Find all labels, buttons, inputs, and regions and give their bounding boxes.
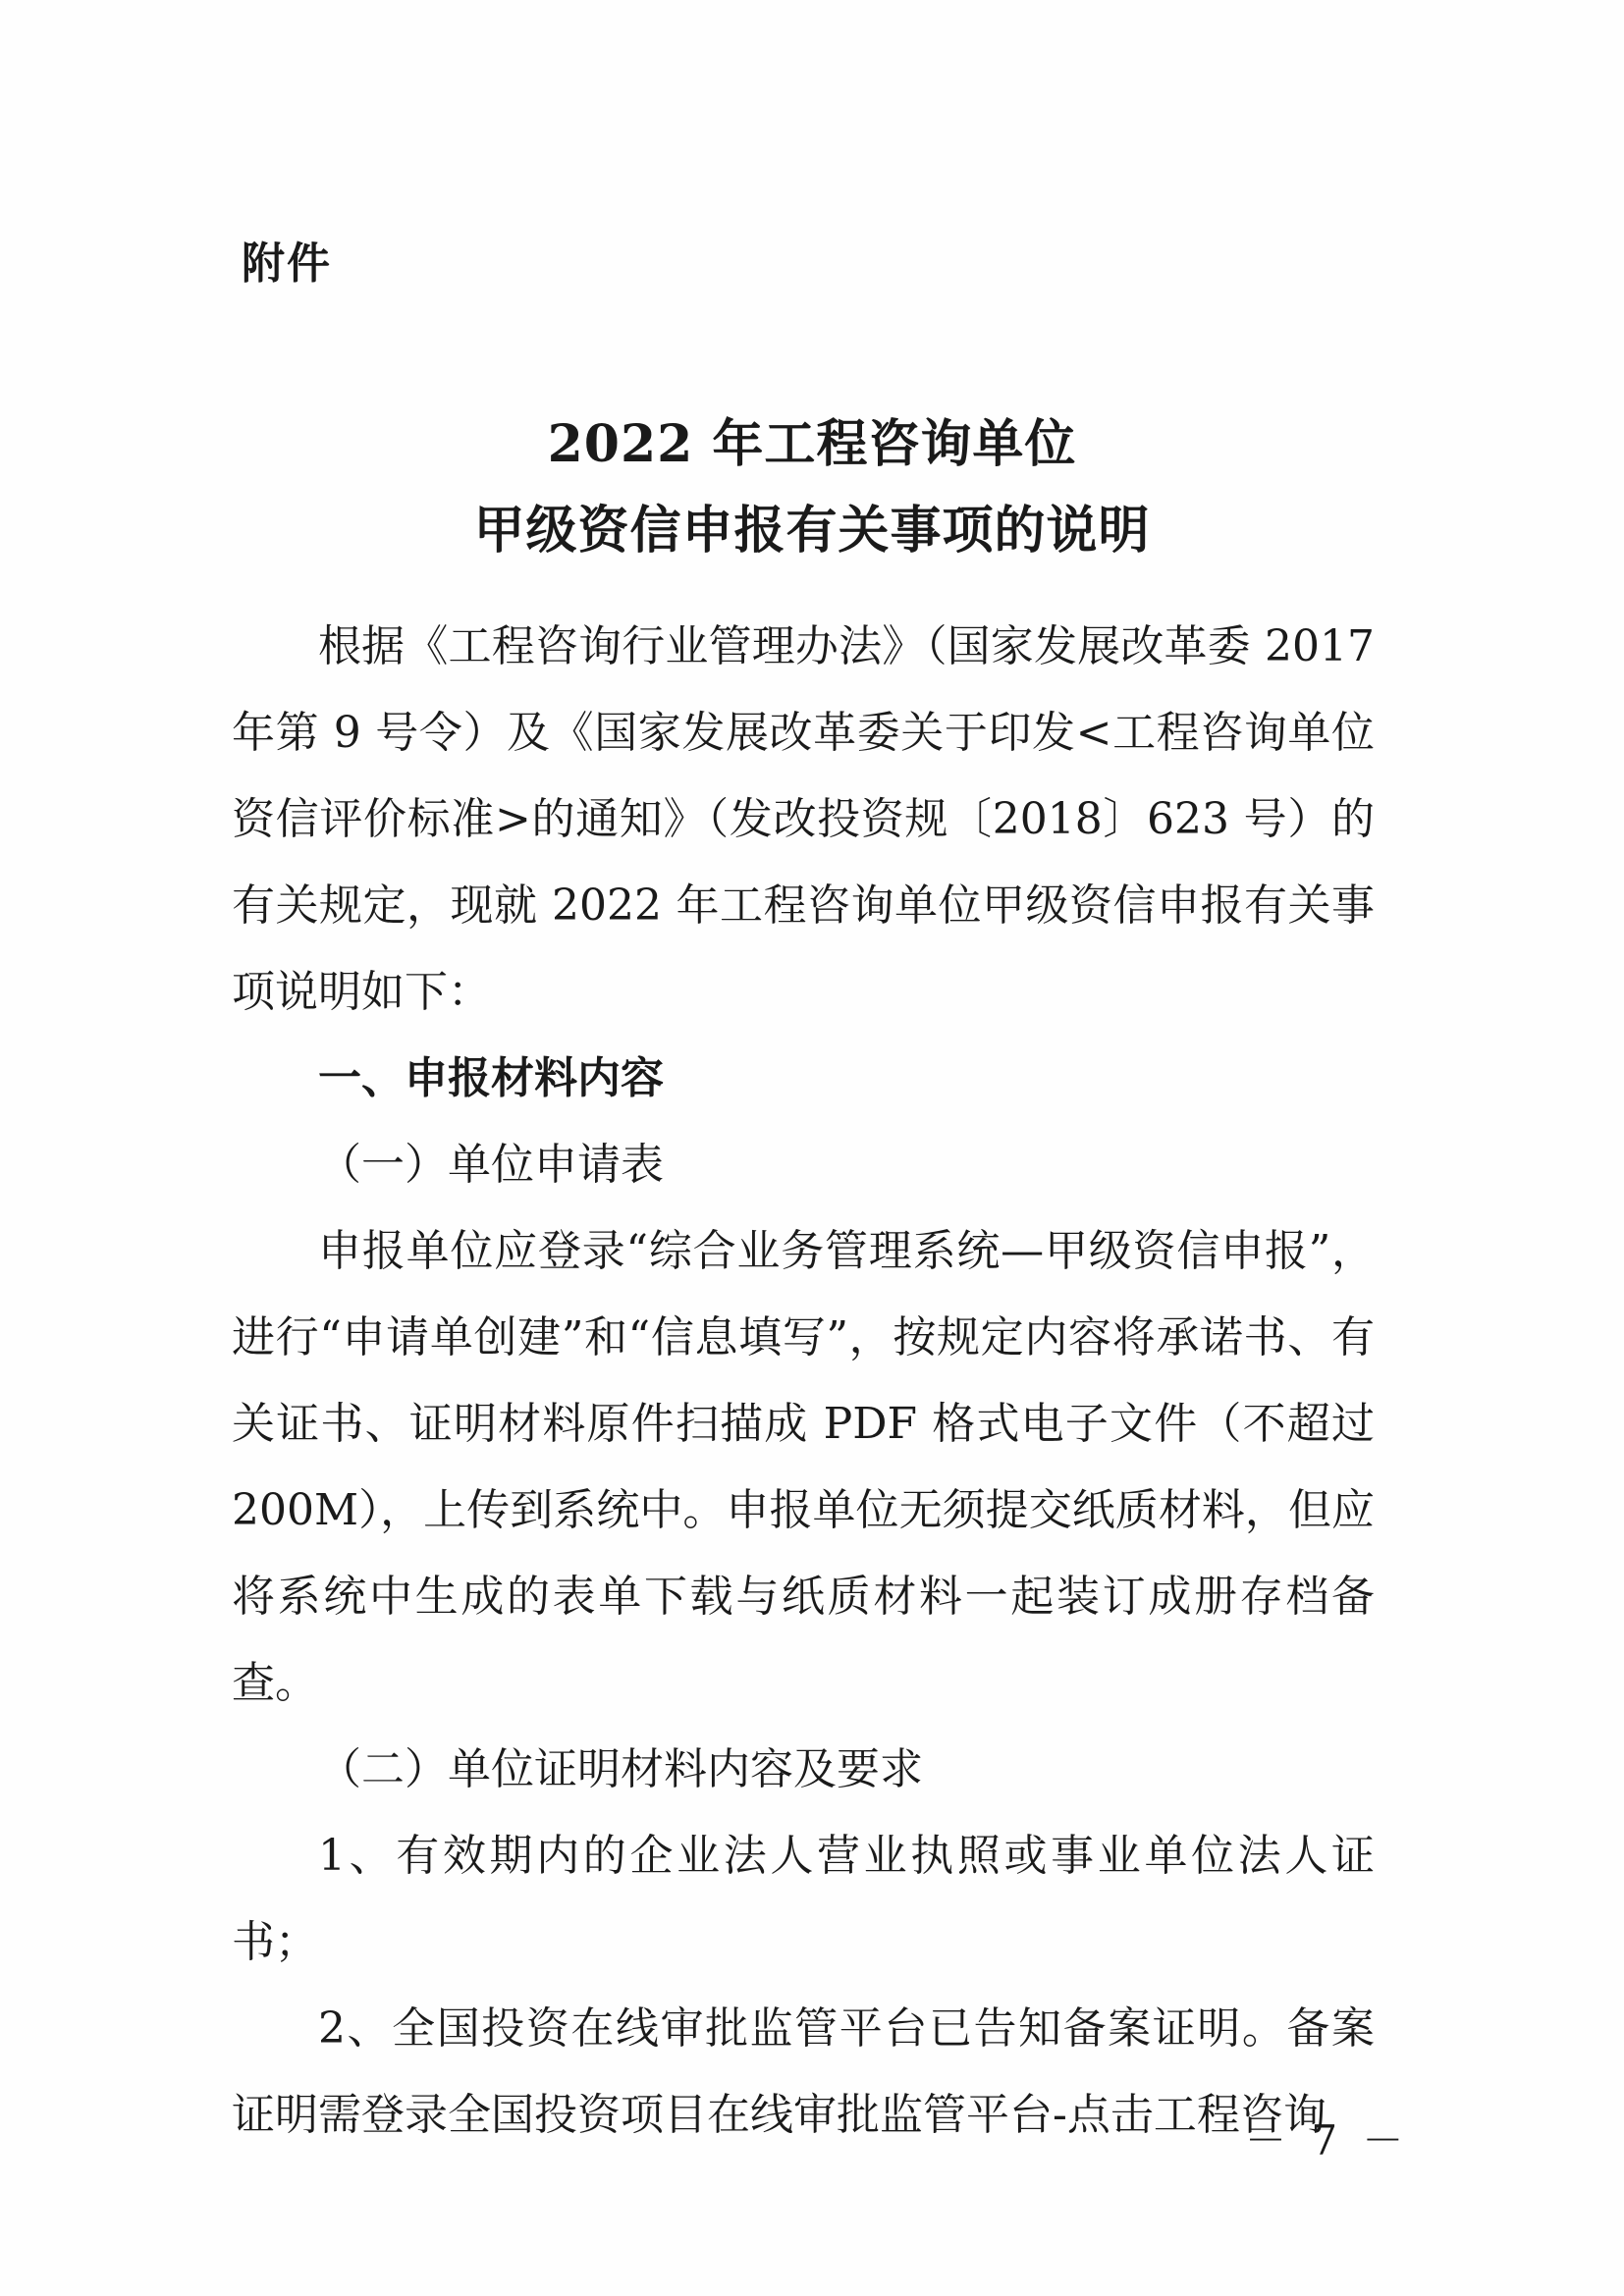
list-item: 1、有效期内的企业法人营业执照或事业单位法人证书； xyxy=(232,1831,1375,1967)
document-title-line-1: 2022 年工程咨询单位 xyxy=(547,414,1077,474)
document-body xyxy=(232,604,1375,2159)
body-paragraph: 申报单位应登录“综合业务管理系统—甲级资信申报”，进行“申请单创建”和“信息填写”，按规定内容将承诺书、有关证书、证明材料原件扫描成 PDF 格式电子文件（不超过 200M），上传到系统中。申报单位无须提交纸质材料，但应将系统中生成的表单下载与纸质材料一起装订成册存档备查。 xyxy=(232,1226,1375,1708)
attachment-label: 附件 xyxy=(242,239,332,289)
intro-paragraph: 根据《工程咨询行业管理办法》（国家发展改革委 2017 年第 9 号令）及《国家发展改革委关于印发<工程咨询单位资信评价标准>的通知》（发改投资规〔2018〕623 号）的有关规定，现就 2022 年工程咨询单位甲级资信申报有关事项说明如下： xyxy=(232,621,1375,1017)
page-number: － 7 － xyxy=(1245,2116,1410,2164)
section-heading: 一、申报材料内容 xyxy=(318,1053,664,1103)
document-title-line-2: 甲级资信申报有关事项的说明 xyxy=(473,501,1151,561)
subsection-heading: （二）单位证明材料内容及要求 xyxy=(318,1744,923,1794)
list-item: 2、全国投资在线审批监管平台已告知备案证明。备案证明需登录全国投资项目在线审批监管平台-点击工程咨询 xyxy=(232,2003,1375,2140)
subsection-heading: （一）单位申请表 xyxy=(318,1140,664,1190)
